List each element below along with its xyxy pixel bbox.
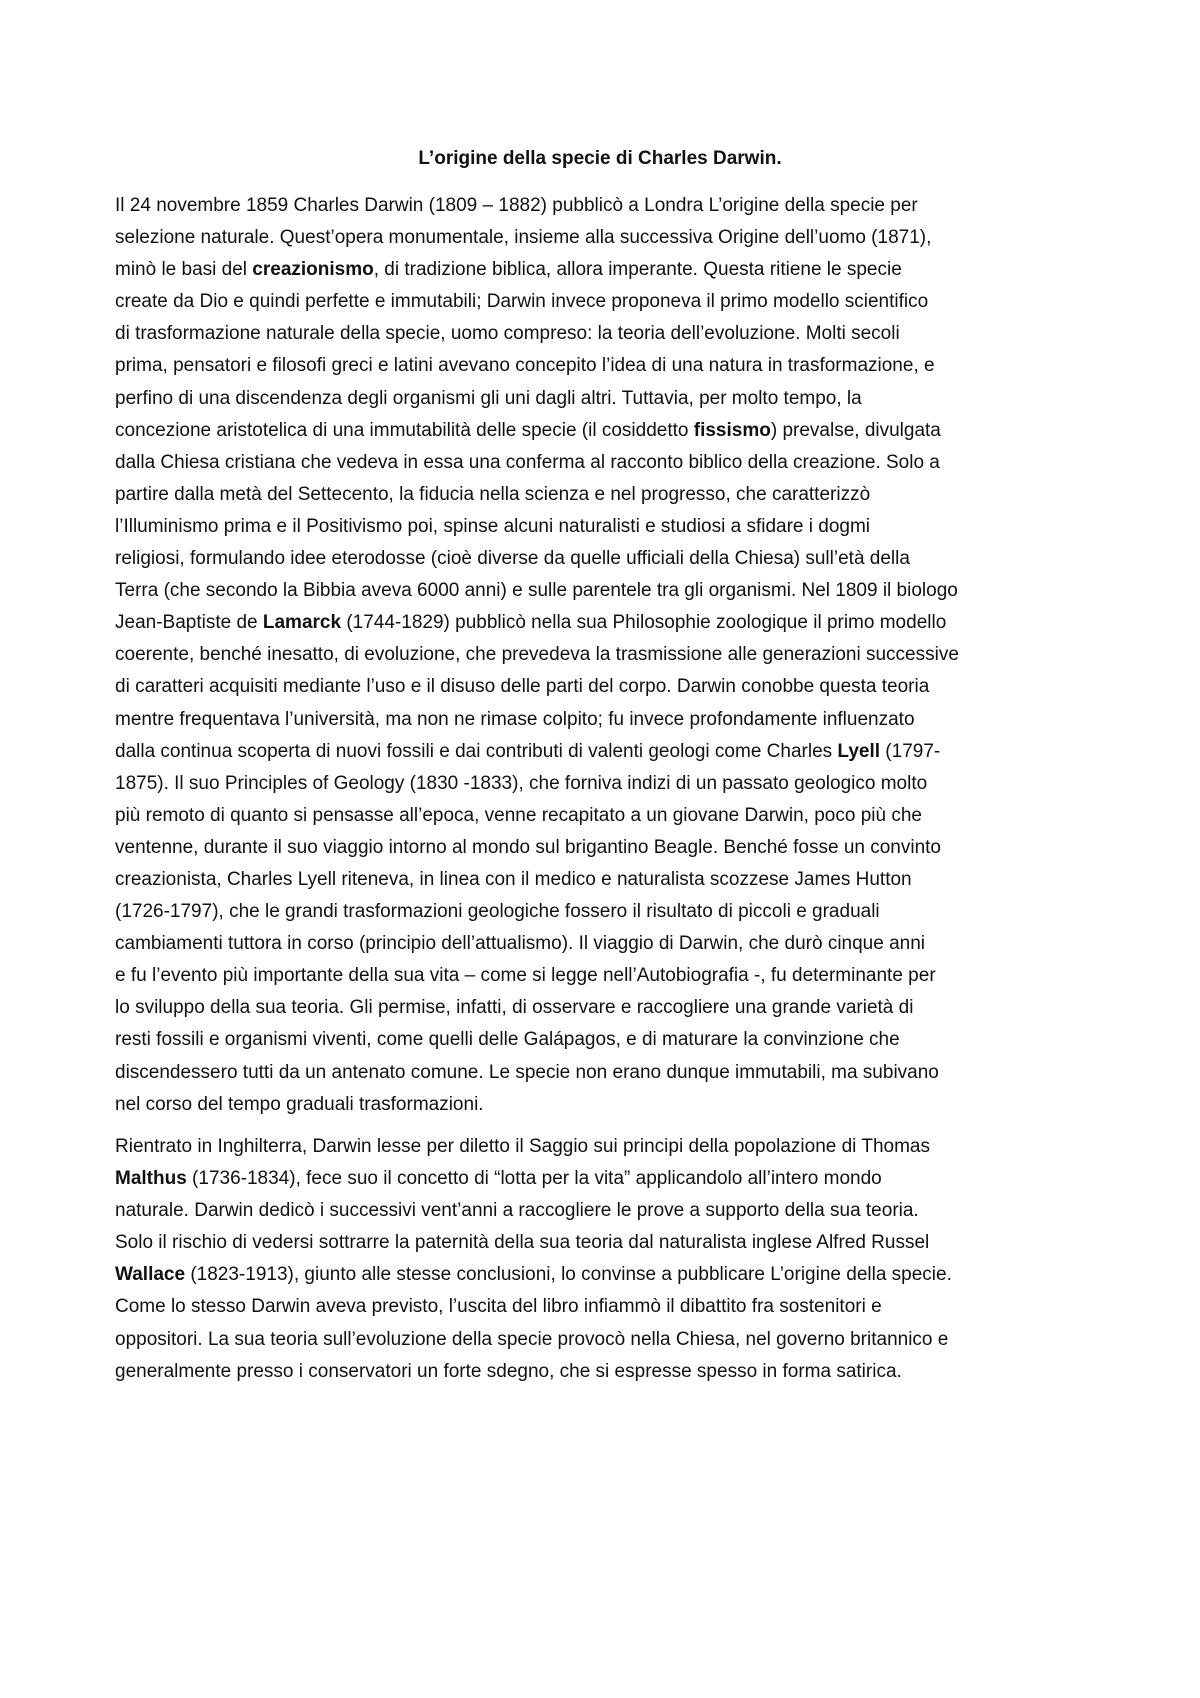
text-line (115, 254, 1095, 286)
text-line (115, 286, 1095, 318)
bold-term: fissismo (693, 419, 771, 441)
text-segment: perfino di una discendenza degli organismi gli uni dagli altri. Tuttavia, per molto tempo, la (115, 387, 862, 409)
text-line (115, 575, 1095, 607)
text-segment: partire dalla metà del Settecento, la fiducia nella scienza e nel progresso, che caratterizzò (115, 483, 871, 505)
text-line (115, 383, 1095, 415)
text-segment: concezione aristotelica di una immutabilità delle specie (il cosiddetto (115, 419, 694, 441)
bold-term: Lamarck (262, 612, 342, 634)
text-segment: Rientrato in Inghilterra, Darwin lesse per diletto il Saggio sui principi della popolazione di Thomas (115, 1136, 930, 1157)
text-segment: mentre frequentava l’università, ma non ne rimase colpito; fu invece profondamente influenzato (115, 708, 915, 730)
text-segment: l’Illuminismo prima e il Positivismo poi, spinse alcuni naturalisti e studiosi a sfidare i dogmi (115, 515, 871, 537)
text-segment: Come lo stesso Darwin aveva previsto, l’uscita del libro infiammò il dibattito fra sostenitori e (115, 1296, 882, 1318)
text-segment: (1726-1797), che le grandi trasformazioni geologiche fossero il risultato di piccoli e graduali (115, 901, 880, 923)
text-segment: Terra (che secondo la Bibbia aveva 6000 anni) e sulle parentele tra gli organismi. Nel 1809 il biologo (115, 580, 958, 602)
text-segment: minò le basi del (115, 259, 253, 281)
text-segment: creazionista, Charles Lyell riteneva, in linea con il medico e naturalista scozzese James Hutton (115, 868, 912, 890)
text-line (115, 896, 1095, 928)
text-line (115, 832, 1095, 864)
bold-term: creazionismo (252, 259, 374, 281)
text-line (115, 1324, 1095, 1356)
text-segment: di trasformazione naturale della specie, uomo compreso: la teoria dell’evoluzione. Molti secoli (115, 323, 900, 345)
text-line (115, 768, 1095, 800)
text-line (115, 1131, 1095, 1163)
text-segment: Solo il rischio di vedersi sottrarre la paternità della sua teoria dal naturalista inglese Alfred Russel (115, 1232, 930, 1254)
text-segment: Jean-Baptiste de (115, 612, 263, 634)
text-segment: religiosi, formulando idee eterodosse (cioè diverse da quelle ufficiali della Chiesa) sull’età della (115, 548, 910, 570)
text-line (115, 511, 1095, 543)
text-line (115, 639, 1095, 671)
text-line (115, 1089, 1095, 1121)
text-segment: nel corso del tempo graduali trasformazioni. (115, 1093, 484, 1115)
document-title: L’origine della specie di Charles Darwin. (418, 148, 782, 169)
text-line (115, 960, 1095, 992)
bold-term: Malthus (115, 1168, 187, 1190)
text-line (115, 415, 1095, 447)
text-segment: create da Dio e quindi perfette e immutabili; Darwin invece proponeva il primo modello scientifico (115, 291, 929, 313)
text-segment: ventenne, durante il suo viaggio intorno al mondo sul brigantino Beagle. Benché fosse un convinto (115, 836, 941, 858)
paragraph-2 (115, 1131, 1095, 1388)
text-line (115, 736, 1095, 768)
text-segment: (1736-1834), fece suo il concetto di “lotta per la vita” applicandolo all’intero mondo (186, 1168, 882, 1190)
text-line (115, 222, 1095, 254)
text-line (115, 1227, 1095, 1259)
text-segment: Il 24 novembre 1859 Charles Darwin (1809 – 1882) pubblicò a Londra L’origine della specie per (115, 195, 918, 216)
text-line (115, 1163, 1095, 1195)
text-segment: coerente, benché inesatto, di evoluzione, che prevedeva la trasmissione alle generazioni successive (115, 644, 959, 666)
text-line (115, 447, 1095, 479)
text-segment: oppositori. La sua teoria sull’evoluzione della specie provocò nella Chiesa, nel governo britannico e (115, 1328, 949, 1350)
text-segment: (1744-1829) pubblicò nella sua Philosophie zoologique il primo modello (341, 612, 947, 634)
bold-term: Wallace (115, 1264, 186, 1286)
text-line (115, 190, 1095, 222)
text-segment: (1823-1913), giunto alle stesse conclusioni, lo convinse a pubblicare L’origine della specie. (185, 1264, 952, 1286)
text-segment: discendessero tutti da un antenato comune. Le specie non erano dunque immutabili, ma subivano (115, 1061, 939, 1083)
text-segment: cambiamenti tuttora in corso (principio dell’attualismo). Il viaggio di Darwin, che durò cinque anni (115, 933, 926, 955)
text-line (115, 318, 1095, 350)
text-segment: naturale. Darwin dedicò i successivi vent’anni a raccogliere le prove a supporto della sua teoria. (115, 1200, 919, 1222)
text-segment: 1875). Il suo Principles of Geology (1830 -1833), che forniva indizi di un passato geologico molto (115, 772, 928, 794)
text-segment: ) prevalse, divulgata (770, 419, 941, 441)
text-segment: e fu l’evento più importante della sua vita – come si legge nell’Autobiografia -, fu determinante per (115, 965, 936, 987)
text-line (115, 992, 1095, 1024)
text-segment: più remoto di quanto si pensasse all’epoca, venne recapitato a un giovane Darwin, poco più che (115, 804, 922, 826)
text-line (115, 1057, 1095, 1089)
text-segment: dalla continua scoperta di nuovi fossili e dai contributi di valenti geologi come Charles (115, 740, 838, 762)
text-segment: selezione naturale. Quest’opera monumentale, insieme alla successiva Origine dell’uomo (1871), (115, 227, 932, 249)
text-segment: lo sviluppo della sua teoria. Gli permise, infatti, di osservare e raccogliere una grande varietà di (115, 997, 914, 1019)
text-line (115, 350, 1095, 382)
text-line (115, 479, 1095, 511)
text-line (115, 543, 1095, 575)
text-line (115, 1024, 1095, 1056)
text-segment: resti fossili e organismi viventi, come quelli delle Galápagos, e di maturare la convinzione che (115, 1029, 900, 1051)
text-segment: , di tradizione biblica, allora imperante. Questa ritiene le specie (373, 259, 902, 281)
text-segment: prima, pensatori e filosofi greci e latini avevano concepito l’idea di una natura in trasformazione, e (115, 355, 935, 377)
text-line (115, 1259, 1095, 1291)
text-line (115, 704, 1095, 736)
text-segment: generalmente presso i conservatori un forte sdegno, che si espresse spesso in forma satirica. (115, 1360, 902, 1382)
text-segment: di caratteri acquisiti mediante l’uso e il disuso delle parti del corpo. Darwin conobbe questa teoria (115, 676, 930, 698)
text-line (115, 1356, 1095, 1388)
text-line (115, 671, 1095, 703)
text-line (115, 607, 1095, 639)
text-segment: dalla Chiesa cristiana che vedeva in essa una conferma al racconto biblico della creazione. Solo a (115, 451, 940, 473)
text-line (115, 864, 1095, 896)
text-segment: (1797- (880, 740, 941, 762)
text-line (115, 928, 1095, 960)
text-line (115, 800, 1095, 832)
text-line (115, 1291, 1095, 1323)
text-line (115, 1195, 1095, 1227)
paragraph-1 (115, 190, 1095, 1121)
bold-term: Lyell (837, 740, 881, 762)
